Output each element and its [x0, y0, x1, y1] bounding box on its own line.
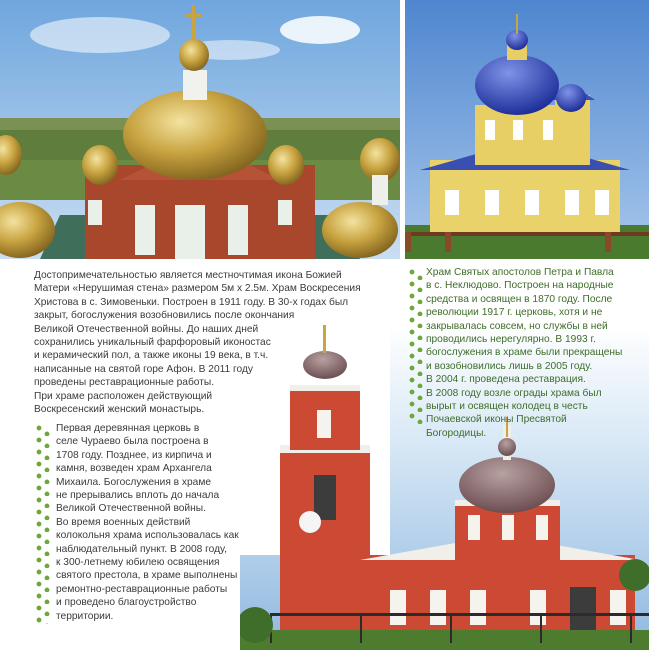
ornament-border-right: [408, 268, 424, 424]
text-line: проводились нерегулярно. В 1993 г.: [426, 334, 596, 346]
text-line: Достопримечательностью является местночтимая икона Божией: [34, 270, 342, 281]
text-line: Богородицы.: [426, 427, 487, 439]
text-line: богослужения в храме были прекращены: [426, 347, 623, 359]
text-line: проведены реставрационные работы.: [34, 377, 215, 389]
text-line: и керамический пол, а также иконы 19 века, в т.ч.: [34, 350, 269, 362]
text-line: камня, возведен храм Архангела: [56, 463, 212, 475]
text-line: Великой Отечественной войны. До наших дней: [34, 323, 259, 335]
text-line: Матери «Нерушимая стена» размером 5м х 2.5м. Храм Воскресения: [34, 283, 361, 295]
text-line: святого престола, в храме выполнены: [56, 570, 238, 582]
text-line: Михаила. Богослужения в храме: [56, 476, 212, 488]
text-line: вырыт и освящен колодец в честь: [426, 401, 588, 413]
text-line: Великой Отечественной войны.: [56, 503, 206, 515]
text-line: В 2008 году возле ограды храма был: [426, 387, 602, 399]
text-line: не прерывались вплоть до начала: [56, 490, 220, 502]
text-line: в с. Неклюдово. Построен на народные: [426, 280, 614, 292]
text-line: 1708 году. Позднее, из кирпича и: [56, 449, 212, 461]
text-line: селе Чураево была построена в: [56, 436, 209, 448]
text-line: сохранились уникальный фарфоровый иконостас: [34, 337, 271, 349]
ornament-border-left: [35, 424, 51, 624]
text-line: территории.: [56, 610, 114, 622]
churaevo-paragraph: [56, 422, 248, 623]
neklyudovo-paragraph: [426, 266, 648, 440]
church-domes-photo: [0, 0, 400, 259]
text-line: При храме расположен действующий: [34, 390, 213, 402]
text-line: Воскресенский женский монастырь.: [34, 404, 205, 416]
text-line: революции 1917 г. церковь, хотя и не: [426, 307, 603, 319]
text-line: ремонтно-реставрационные работы: [56, 583, 228, 595]
text-line: наблюдательный пункт. В 2008 году,: [56, 543, 227, 555]
text-line: и возобновились лишь в 2005 году.: [426, 360, 593, 372]
intro-paragraph: [34, 269, 404, 416]
text-line: закрыт, богослужения возобновились после окончания: [34, 310, 295, 322]
text-line: Почаевской иконы Пресвятой: [426, 414, 567, 426]
text-line: написанные на святой горе Афон. В 2011 году: [34, 363, 253, 375]
text-line: средства и освящен в 1870 году. После: [426, 293, 613, 305]
text-line: колокольня храма использовалась как: [56, 530, 239, 542]
text-line: закрывалась совсем, но службы в ней: [426, 320, 608, 332]
text-line: В 2004 г. проведена реставрация.: [426, 374, 586, 386]
text-line: Храм Святых апостолов Петра и Павла: [426, 267, 614, 278]
text-line: Первая деревянная церковь в: [56, 423, 200, 434]
text-line: к 300-летнему юбилею освящения: [56, 557, 220, 569]
text-line: Во время военных действий: [56, 516, 191, 528]
blue-domed-church-photo: [405, 0, 649, 259]
text-line: Христова в с. Зимовеньки. Построен в 1911 году. В 30-х годах был: [34, 296, 349, 308]
text-line: и проведено благоустройство: [56, 597, 197, 609]
